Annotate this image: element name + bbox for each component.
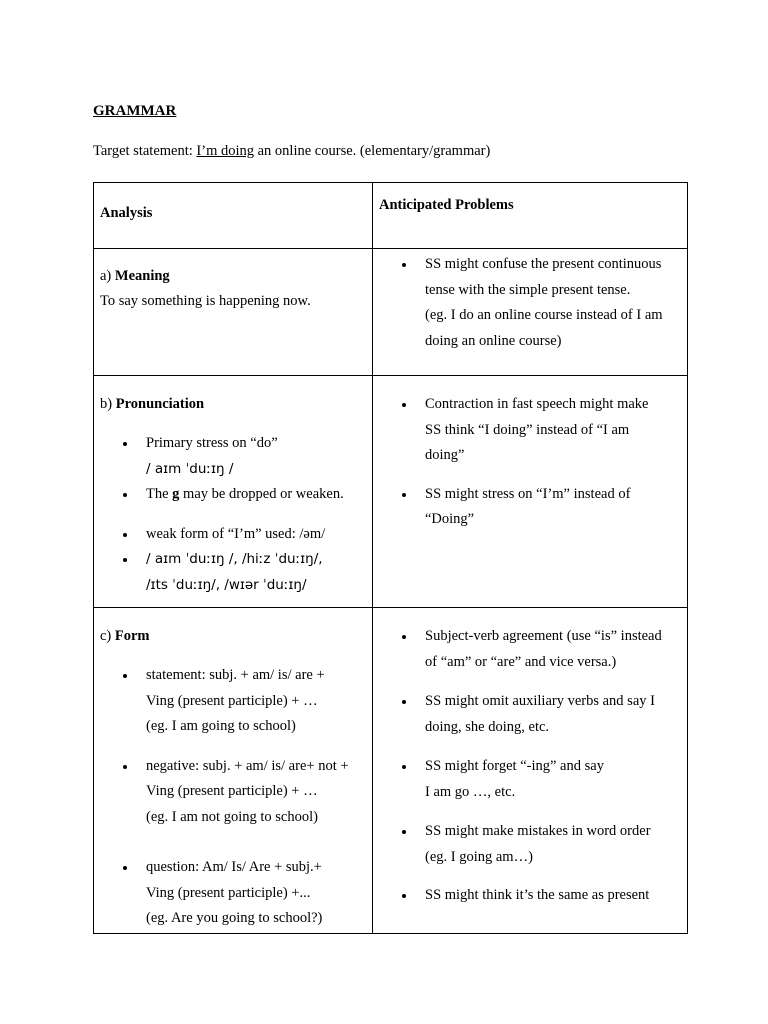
pronunciation-row bbox=[94, 376, 688, 608]
form-analysis-cell bbox=[94, 608, 373, 934]
form-row bbox=[94, 608, 688, 934]
meaning-row bbox=[94, 249, 688, 376]
header-analysis: Analysis bbox=[100, 205, 153, 221]
meaning-analysis-cell bbox=[94, 249, 373, 376]
list-item: SS might stress on “I’m” instead of “Doing” bbox=[373, 482, 687, 533]
target-suffix: an online course. (elementary/grammar) bbox=[254, 143, 491, 159]
pronunciation-title: b) Pronunciation bbox=[100, 396, 205, 412]
header-row bbox=[94, 183, 688, 249]
list-item: question: Am/ Is/ Are + subj.+ Ving (present participle) +... (eg. Are you going to school?) bbox=[94, 855, 372, 932]
form-problems-cell bbox=[373, 608, 688, 934]
meaning-problems-cell bbox=[373, 249, 688, 376]
pronunciation-list bbox=[94, 431, 372, 598]
header-analysis-cell bbox=[94, 183, 373, 249]
form-list bbox=[94, 663, 372, 932]
list-item: Primary stress on “do” / aɪm ˈduːɪŋ / bbox=[94, 431, 372, 482]
list-item: SS might omit auxiliary verbs and say I doing, she doing, etc. bbox=[373, 689, 687, 740]
target-underlined: I’m doing bbox=[196, 143, 254, 159]
meaning-text: To say something is happening now. bbox=[100, 293, 311, 309]
header-problems-cell bbox=[373, 183, 688, 249]
list-item: SS might think it’s the same as present bbox=[373, 883, 687, 909]
form-title: c) Form bbox=[100, 628, 150, 644]
list-item: Contraction in fast speech might make SS think “I doing” instead of “I am doing” bbox=[373, 392, 687, 469]
page-heading: GRAMMAR bbox=[93, 103, 177, 119]
list-item: SS might forget “-ing” and say I am go …, etc. bbox=[373, 754, 687, 805]
list-item: The g may be dropped or weaken. bbox=[94, 482, 372, 508]
list-item: weak form of “I’m” used: /əm/ bbox=[94, 522, 372, 548]
target-statement bbox=[93, 141, 490, 161]
header-problems: Anticipated Problems bbox=[379, 197, 514, 213]
pronunciation-problems-cell bbox=[373, 376, 688, 608]
pronunciation-analysis-cell bbox=[94, 376, 373, 608]
grammar-table bbox=[93, 182, 688, 934]
list-item: statement: subj. + am/ is/ are + Ving (present participle) + … (eg. I am going to school) bbox=[94, 663, 372, 740]
target-prefix: Target statement: bbox=[93, 143, 197, 159]
list-item: Subject-verb agreement (use “is” instead of “am” or “are” and vice versa.) bbox=[373, 624, 687, 675]
list-item: / aɪm ˈduːɪŋ /, /hiːz ˈduːɪŋ/, /ɪts ˈduːɪŋ/, /wɪər ˈduːɪŋ/ bbox=[94, 547, 372, 598]
meaning-problems-list bbox=[373, 252, 687, 354]
form-problems-list bbox=[373, 624, 687, 909]
list-item: SS might confuse the present continuous tense with the simple present tense. (eg. I do an online course instead of I am doing an online course) bbox=[373, 252, 687, 354]
meaning-title: a) Meaning bbox=[100, 268, 170, 284]
pronunciation-problems-list bbox=[373, 392, 687, 533]
list-item: SS might make mistakes in word order (eg. I going am…) bbox=[373, 819, 687, 870]
list-item: negative: subj. + am/ is/ are+ not + Ving (present participle) + … (eg. I am not going to school) bbox=[94, 754, 372, 831]
